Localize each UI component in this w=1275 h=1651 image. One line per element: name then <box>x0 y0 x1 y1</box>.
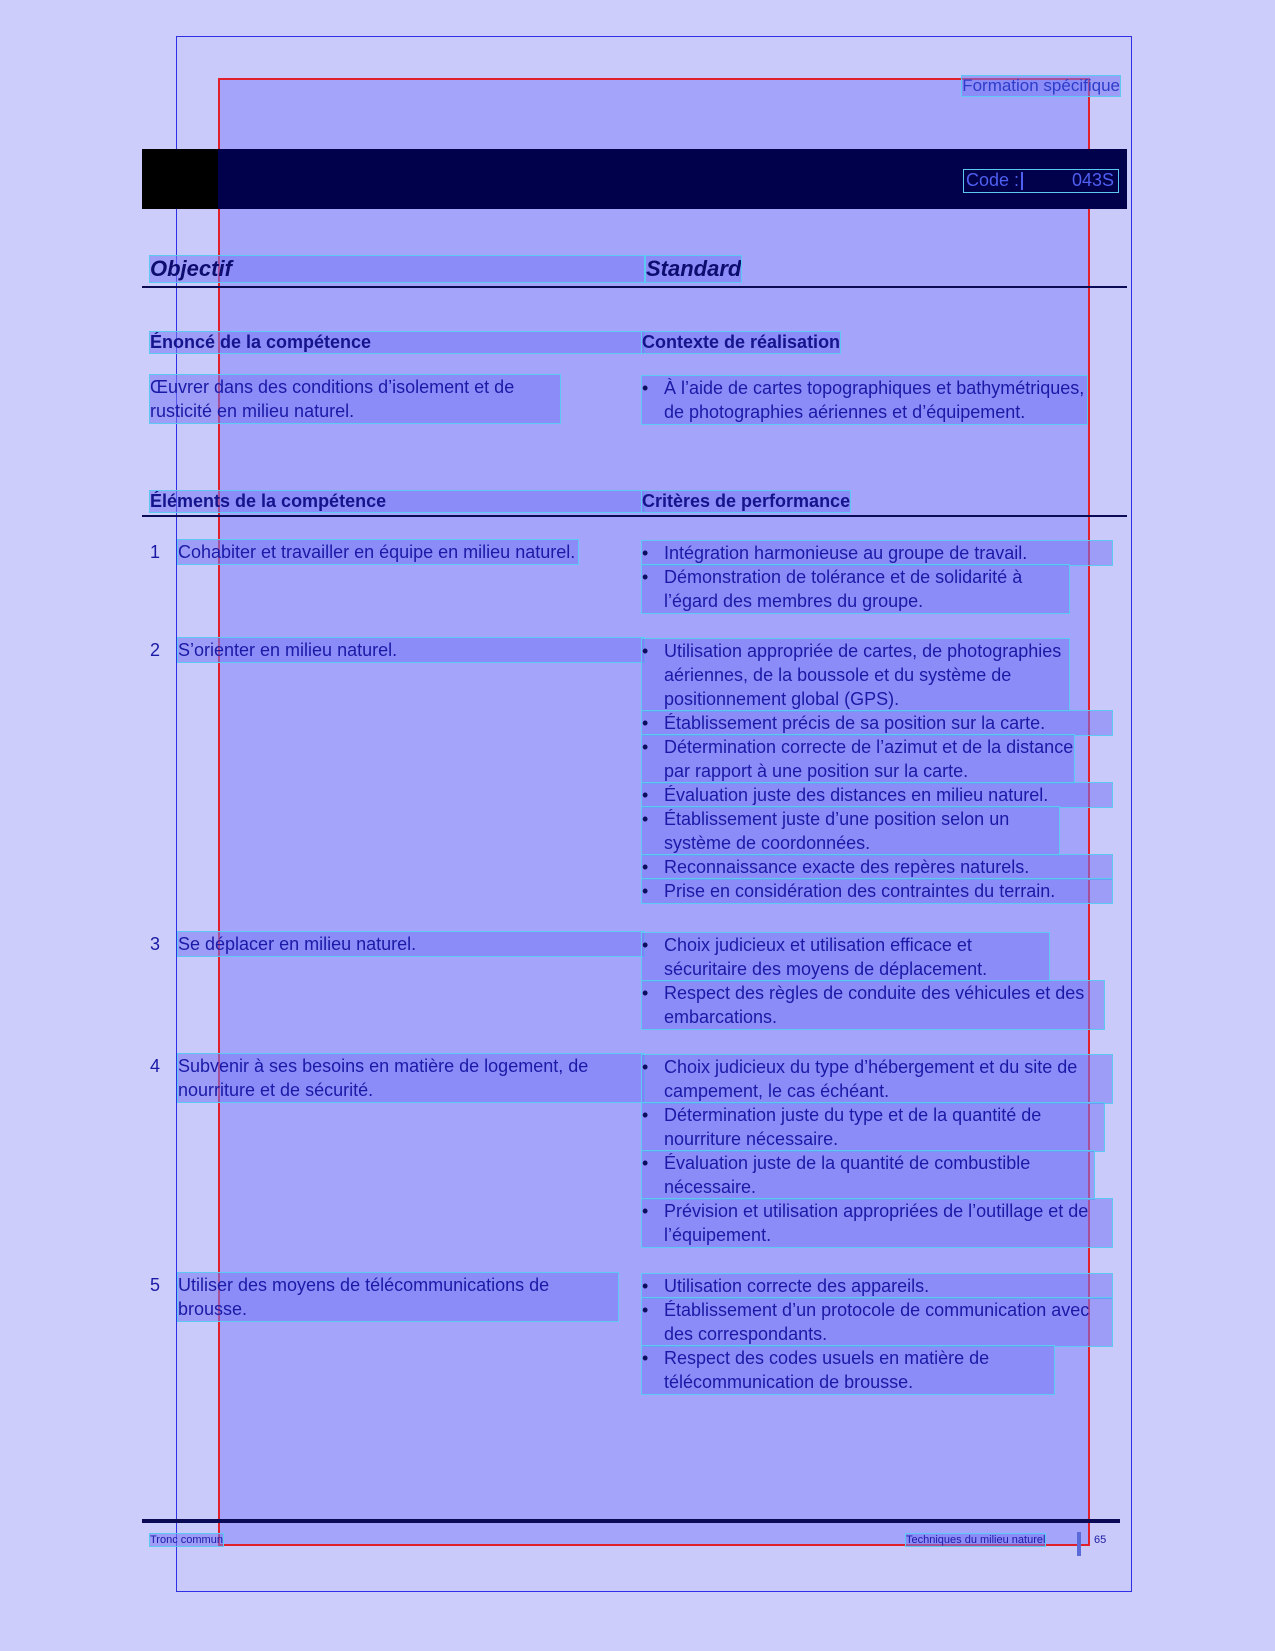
element-number: 1 <box>150 542 161 562</box>
element-5 <box>150 1273 644 1321</box>
element-2 <box>150 638 644 662</box>
criteria-list-1 <box>642 541 1112 613</box>
criterion: • Reconnaissance exacte des repères naturels. <box>642 855 1112 879</box>
footer-rule <box>142 1519 1120 1523</box>
element-text: Utiliser des moyens de télécommunications de brousse. <box>178 1273 618 1321</box>
section-standard: Standard <box>646 256 742 281</box>
code-value: 043S <box>1071 170 1114 190</box>
criterion: • Détermination correcte de l’azimut et de la distance par rapport à une position sur la carte. <box>642 735 1074 783</box>
criterion: • Évaluation juste de la quantité de combustible nécessaire. <box>642 1151 1094 1199</box>
criterion: • Intégration harmonieuse au groupe de travail. <box>642 541 1112 565</box>
criteria-list-3 <box>642 933 1112 1029</box>
code-box <box>964 170 1118 192</box>
element-text: Cohabiter et travailler en équipe en milieu naturel. <box>178 540 578 564</box>
context-label: Contexte de réalisation <box>642 332 841 352</box>
criterion: • Respect des règles de conduite des véhicules et des embarcations. <box>642 981 1104 1029</box>
criterion: • Évaluation juste des distances en milieu naturel. <box>642 783 1112 807</box>
code-label: Code : <box>966 170 1020 190</box>
section-objective: Objectif <box>150 256 644 282</box>
criterion: • Choix judicieux du type d’hébergement et du site de campement, le cas échéant. <box>642 1055 1112 1103</box>
criteria-label: Critères de performance <box>642 491 851 511</box>
header-program-type: Formation spécifique <box>962 76 1120 95</box>
footer-left: Tronc commun <box>150 1534 223 1546</box>
element-1 <box>150 540 644 564</box>
criterion: • Établissement juste d’une position selon un système de coordonnées. <box>642 807 1059 855</box>
element-4 <box>150 1054 644 1102</box>
element-text: S’orienter en milieu naturel. <box>178 638 644 662</box>
criterion: • Détermination juste du type et de la quantité de nourriture nécessaire. <box>642 1103 1104 1151</box>
page-number: 65 <box>1094 1534 1107 1546</box>
criterion: • Utilisation appropriée de cartes, de photographies aériennes, de la boussole et du système de positionnement global (GPS). <box>642 639 1069 711</box>
criterion: • Respect des codes usuels en matière de télécommunication de brousse. <box>642 1346 1054 1394</box>
criteria-list-5 <box>642 1274 1112 1394</box>
criterion: • Utilisation correcte des appareils. <box>642 1274 1112 1298</box>
criterion: • Choix judicieux et utilisation efficace et sécuritaire des moyens de déplacement. <box>642 933 1049 981</box>
context-item: • À l’aide de cartes topographiques et bathymétriques, de photographies aériennes et d’équipement. <box>642 376 1087 424</box>
statement-label: Énoncé de la compétence <box>150 332 644 353</box>
criterion: • Établissement d’un protocole de communication avec des correspondants. <box>642 1298 1112 1346</box>
context-list <box>642 376 1087 424</box>
footer-program: Techniques du milieu naturel <box>906 1534 1046 1546</box>
element-text: Subvenir à ses besoins en matière de logement, de nourriture et de sécurité. <box>178 1054 644 1102</box>
divider <box>142 286 1127 288</box>
element-text: Se déplacer en milieu naturel. <box>178 932 644 956</box>
element-3 <box>150 932 644 956</box>
criterion: • Démonstration de tolérance et de solidarité à l’égard des membres du groupe. <box>642 565 1069 613</box>
criterion: • Prise en considération des contraintes du terrain. <box>642 879 1112 903</box>
elements-label: Éléments de la compétence <box>150 491 644 512</box>
statement-text: Œuvrer dans des conditions d’isolement et de rusticité en milieu naturel. <box>150 375 560 423</box>
criteria-list-4 <box>642 1055 1112 1247</box>
criterion: • Établissement précis de sa position sur la carte. <box>642 711 1112 735</box>
code-separator <box>1021 172 1023 190</box>
criteria-list-2 <box>642 639 1112 903</box>
criterion: • Prévision et utilisation appropriées de l’outillage et de l’équipement. <box>642 1199 1112 1247</box>
header-band-edge <box>142 149 218 209</box>
element-number: 2 <box>150 640 161 660</box>
element-number: 5 <box>150 1275 161 1295</box>
element-number: 3 <box>150 934 161 954</box>
footer-separator <box>1077 1532 1081 1556</box>
divider <box>142 515 1127 517</box>
element-number: 4 <box>150 1056 161 1076</box>
